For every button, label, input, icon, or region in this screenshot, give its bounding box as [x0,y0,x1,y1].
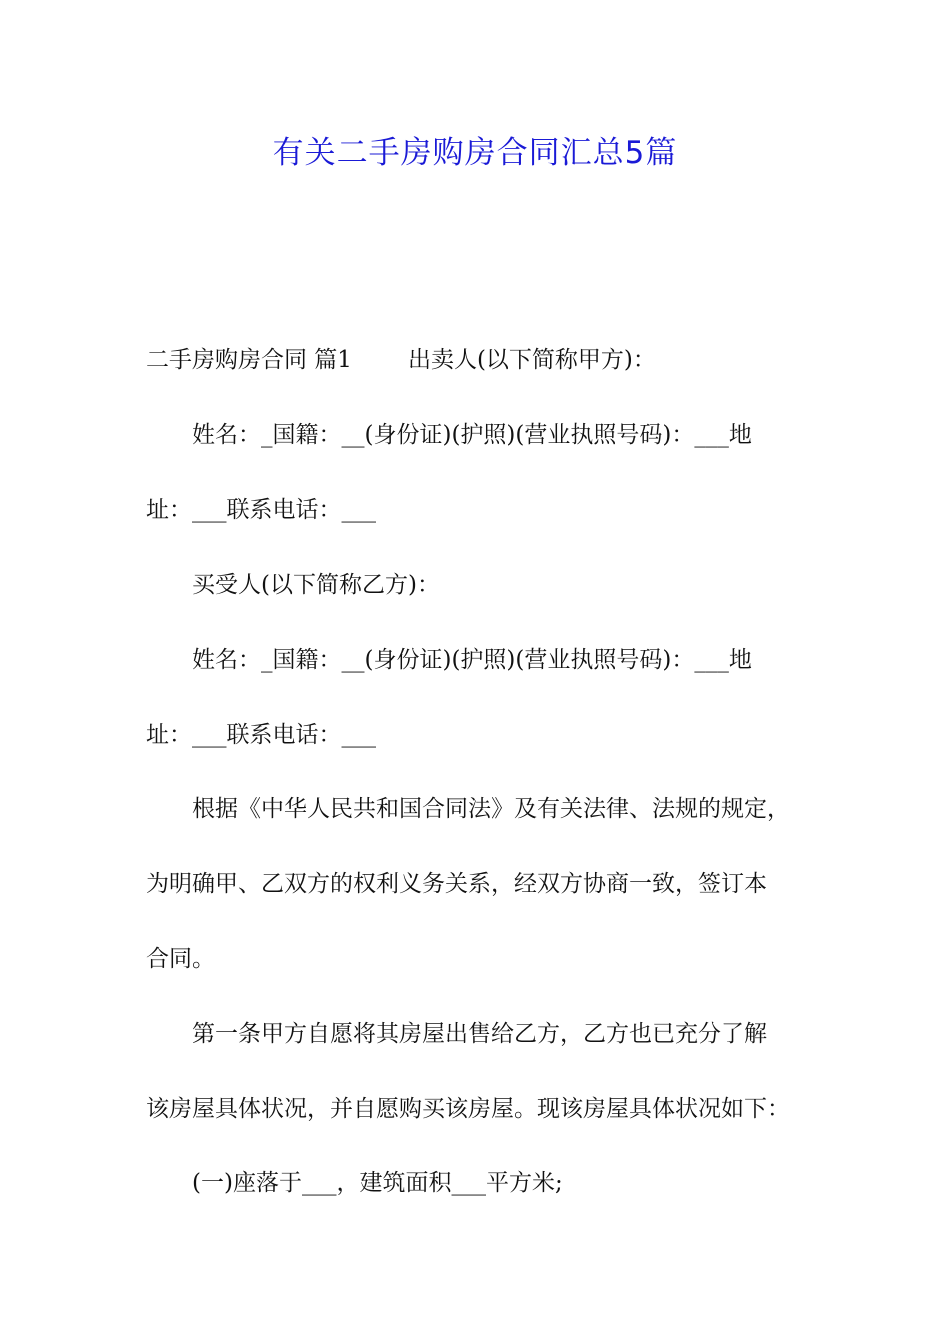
seller-identity-line: 姓名：_国籍：__(身份证)(护照)(营业执照号码)：___地 [192,422,752,448]
article-item-line: (一)座落于___，建筑面积___平方米; [192,1170,563,1196]
document-title: 有关二手房购房合同汇总5篇 [272,135,678,171]
article-line: 第一条甲方自愿将其房屋出售给乙方，乙方也已充分了解 [192,1021,767,1047]
section-heading: 二手房购房合同 篇1 [146,347,352,373]
section-heading-line [146,343,816,377]
seller-heading: 出卖人(以下简称甲方)： [407,347,656,373]
paragraph-line: 为明确甲、乙双方的权利义务关系，经双方协商一致，签订本 [146,871,767,897]
paragraph-line: 根据《中华人民共和国合同法》及有关法律、法规的规定， [192,796,790,822]
buyer-identity-line: 姓名：_国籍：__(身份证)(护照)(营业执照号码)：___地 [192,647,752,673]
paragraph-line: 合同。 [146,946,215,972]
buyer-heading: 买受人(以下简称乙方)： [192,572,440,598]
article-line: 该房屋具体状况，并自愿购买该房屋。现该房屋具体状况如下： [146,1096,790,1122]
seller-address-line: 址：___联系电话：___ [146,497,376,523]
buyer-address-line: 址：___联系电话：___ [146,722,376,748]
